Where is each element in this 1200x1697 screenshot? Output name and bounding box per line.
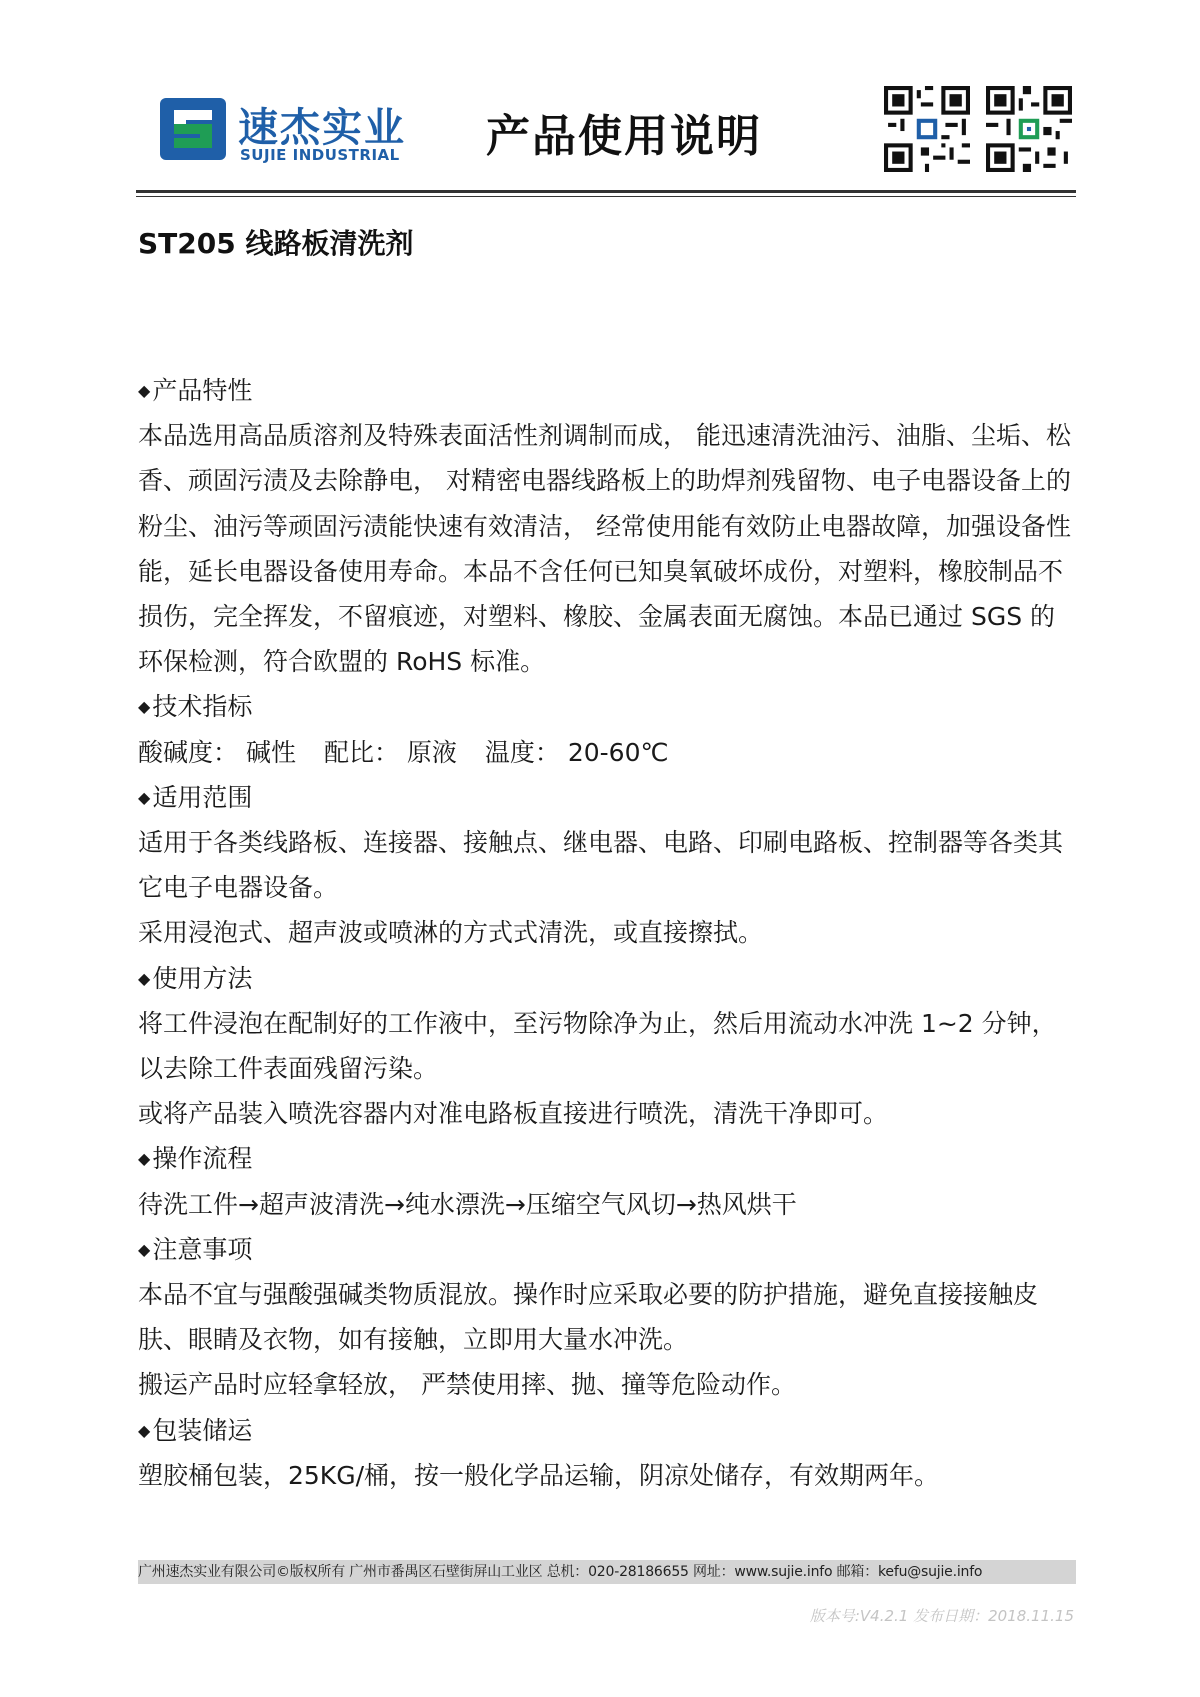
logo-english-name: SUJIE INDUSTRIAL	[240, 146, 400, 164]
section-heading-notes: ◆注意事项	[138, 1234, 253, 1264]
header-divider	[136, 190, 1076, 193]
usage-paragraph: 或将产品装入喷洗容器内对准电路板直接进行喷洗，清洗干净即可。	[138, 1099, 889, 1129]
section-heading-process: ◆操作流程	[138, 1144, 253, 1174]
notes-paragraph: 搬运产品时应轻拿轻放， 严禁使用摔、抛、撞等危险动作。	[138, 1370, 796, 1400]
scope-paragraph: 采用浸泡式、超声波或喷淋的方式式清洗，或直接擦拭。	[138, 918, 764, 948]
qr-code-icon	[986, 86, 1072, 172]
logo-s-icon	[160, 96, 226, 162]
notes-paragraph: 本品不宜与强酸强碱类物质混放。操作时应采取必要的防护措施，避免直接接触皮肤、眼睛及衣物，如有接触，立即用大量水冲洗。	[138, 1280, 1039, 1355]
section-heading-usage: ◆使用方法	[138, 963, 253, 993]
footer-contact-bar: 广州速杰实业有限公司©版权所有 广州市番禺区石壁街屏山工业区 总机：020-28186655 网址：www.sujie.info 邮箱：kefu@sujie.info	[138, 1560, 1076, 1584]
spec-ph: 酸碱度： 碱性	[138, 737, 296, 767]
bullet-diamond-icon: ◆	[138, 1149, 151, 1169]
bullet-diamond-icon: ◆	[138, 381, 151, 400]
header-divider-thin	[136, 196, 1076, 197]
bullet-diamond-icon: ◆	[138, 697, 151, 717]
process-paragraph: 待洗工件→超声波清洗→纯水漂洗→压缩空气风切→热风烘干	[138, 1189, 797, 1219]
usage-paragraph: 将工件浸泡在配制好的工作液中，至污物除净为止，然后用流动水冲洗 1~2 分钟，以去除工件表面残留污染。	[138, 1008, 1057, 1084]
spec-temperature: 温度： 20-60℃	[484, 737, 669, 767]
bullet-diamond-icon: ◆	[138, 1420, 151, 1440]
spec-ratio: 配比： 原液	[323, 737, 457, 767]
document-title: 产品使用说明	[486, 111, 762, 162]
section-heading-specs: ◆技术指标	[138, 692, 253, 722]
section-heading-packaging: ◆包装储运	[138, 1415, 253, 1445]
bullet-diamond-icon: ◆	[138, 968, 151, 988]
logo-chinese-name: 速杰实业	[238, 105, 406, 151]
bullet-diamond-icon: ◆	[138, 1239, 151, 1259]
scope-paragraph: 适用于各类线路板、连接器、接触点、继电器、电路、印刷电路板、控制器等各类其它电子电器设备。	[138, 828, 1064, 903]
section-heading-features: ◆产品特性	[138, 376, 253, 405]
document-body	[138, 368, 1078, 1498]
version-watermark: 版本号:V4.2.1 发布日期：2018.11.15	[809, 1607, 1074, 1625]
document-header	[136, 80, 1076, 190]
features-paragraph: 本品选用高品质溶剂及特殊表面活性剂调制而成， 能迅速清洗油污、油脂、尘垢、松香、顽固污渍及去除静电， 对精密电器线路板上的助焊剂残留物、电子电器设备上的粉尘、油污等顽固污渍能快速有效清洁， 经常使用能有效防止电器故障，加强设备性能，延长电器设备使用寿命。本品不含任何已知臭氧破坏成份，对塑料，橡胶制品不损伤，完全挥发，不留痕迹，对塑料、橡胶、金属表面无腐蚀。本品已通过 SGS 的环保检测，符合欧盟的 RoHS 标准。	[138, 421, 1071, 677]
bullet-diamond-icon: ◆	[138, 787, 151, 807]
specs-line	[138, 730, 1078, 775]
qr-code-icon	[884, 86, 970, 172]
product-title: ST205 线路板清洗剂	[138, 227, 414, 260]
packaging-paragraph: 塑胶桶包装，25KG/桶，按一般化学品运输，阴凉处储存，有效期两年。	[138, 1460, 940, 1490]
company-logo	[160, 96, 406, 166]
section-heading-scope: ◆适用范围	[138, 782, 253, 812]
